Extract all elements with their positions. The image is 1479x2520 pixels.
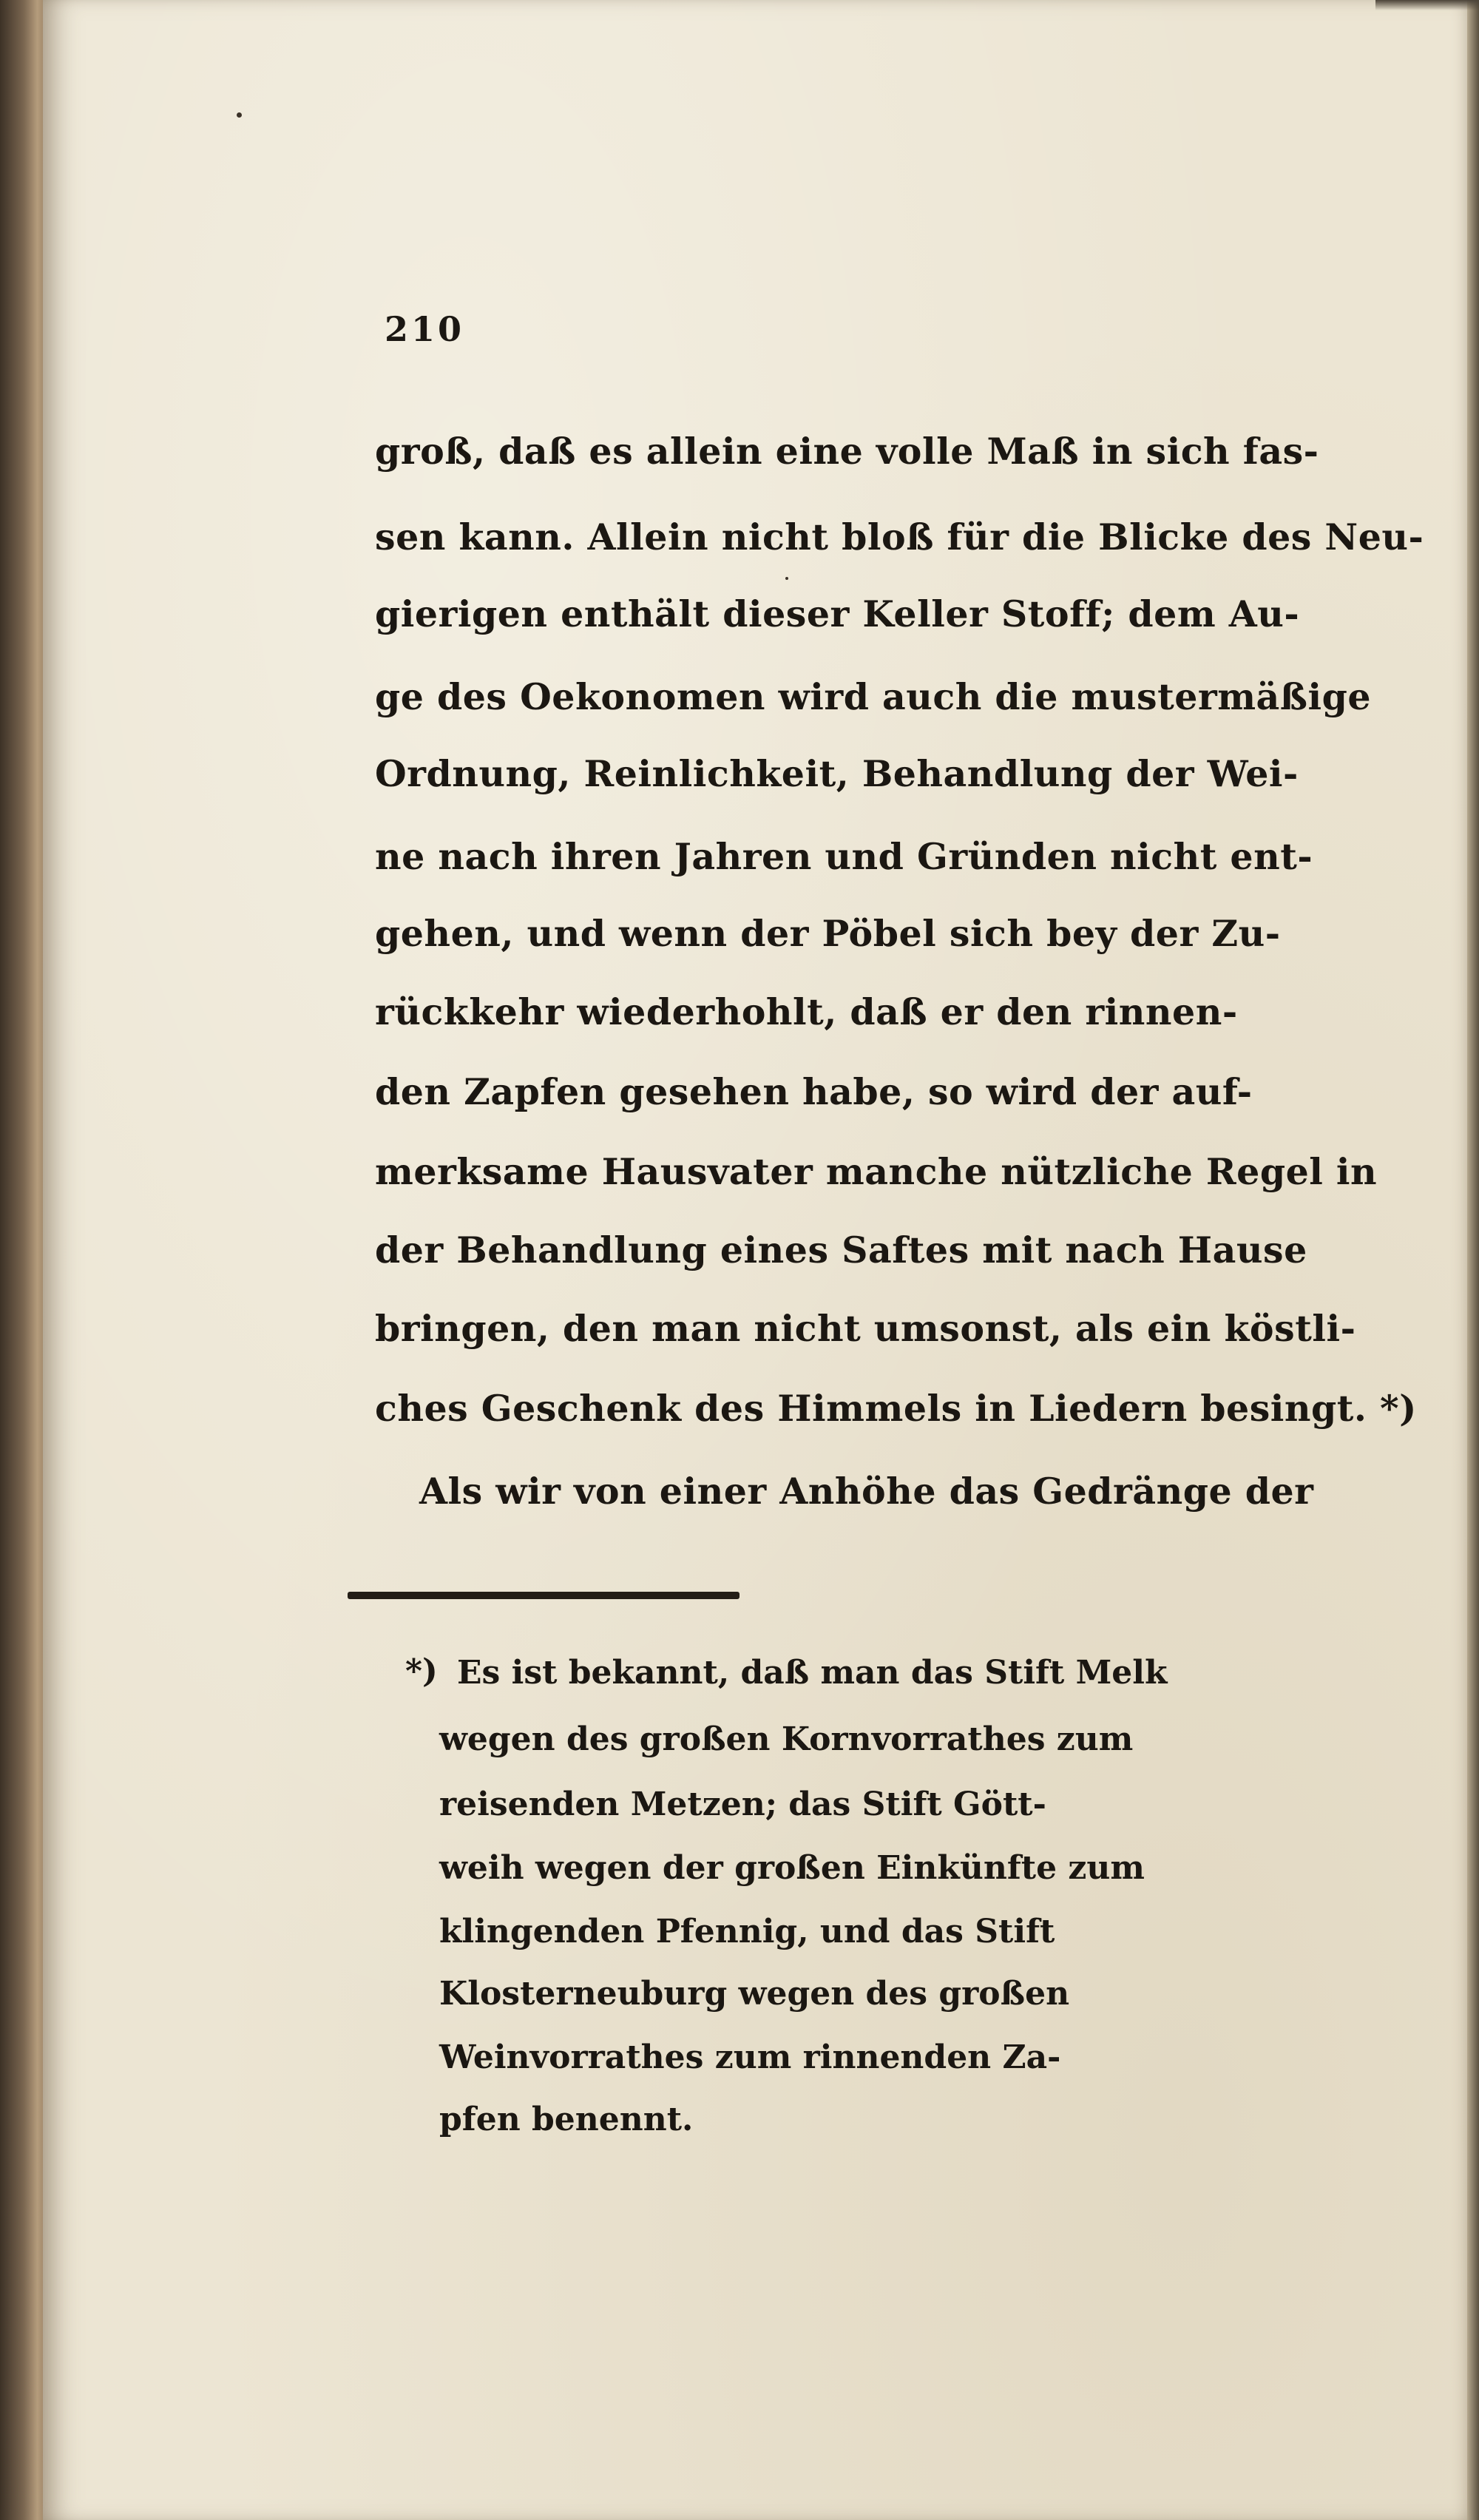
footnote-separator-rule (348, 1592, 740, 1599)
footnote-line: klingenden Pfennig, und das Stift (439, 1913, 1055, 1950)
footnote-line: Klosterneuburg wegen des großen (439, 1975, 1070, 2013)
text-line: gehen, und wenn der Pöbel sich bey der Zu- (375, 912, 1281, 955)
footnote-line: pfen benennt. (439, 2101, 694, 2138)
text-line: gierigen enthält dieser Keller Stoff; dem Au- (375, 592, 1300, 635)
footnote-line: wegen des großen Kornvorrathes zum (439, 1720, 1134, 1758)
text-line: ne nach ihren Jahren und Gründen nicht ent- (375, 835, 1313, 878)
text-line: sen kann. Allein nicht bloß für die Blicke des Neu- (375, 516, 1424, 558)
text-line: rückkehr wiederhohlt, daß er den rinnen- (375, 990, 1238, 1033)
ink-speck (237, 112, 242, 118)
text-line: groß, daß es allein eine volle Maß in sich fas- (375, 430, 1319, 473)
footnote-line: Weinvorrathes zum rinnenden Za- (439, 2038, 1061, 2076)
page-number: 210 (385, 309, 465, 349)
text-line: der Behandlung eines Saftes mit nach Hause (375, 1229, 1307, 1271)
text-line: Ordnung, Reinlichkeit, Behandlung der Wei- (375, 752, 1299, 795)
text-line: bringen, den man nicht umsonst, als ein köstli- (375, 1307, 1356, 1350)
page-top-edge (1375, 0, 1479, 10)
text-line: ches Geschenk des Himmels in Liedern besingt. *) (375, 1387, 1417, 1430)
page-right-edge (1467, 0, 1479, 2520)
ink-speck (785, 577, 788, 580)
text-line: ge des Oekonomen wird auch die mustermäßige (375, 675, 1372, 718)
footnote-line: weih wegen der großen Einkünfte zum (439, 1849, 1145, 1887)
text-line: den Zapfen gesehen habe, so wird der auf- (375, 1070, 1253, 1113)
footnote-line: Es ist bekannt, daß man das Stift Melk (457, 1654, 1168, 1692)
footnote-line: reisenden Metzen; das Stift Gött- (439, 1786, 1046, 1823)
text-line: merksame Hausvater manche nützliche Regel in (375, 1150, 1378, 1193)
text-line-paragraph-start: Als wir von einer Anhöhe das Gedränge der (419, 1470, 1314, 1513)
footnote-marker: *) (405, 1652, 438, 1690)
